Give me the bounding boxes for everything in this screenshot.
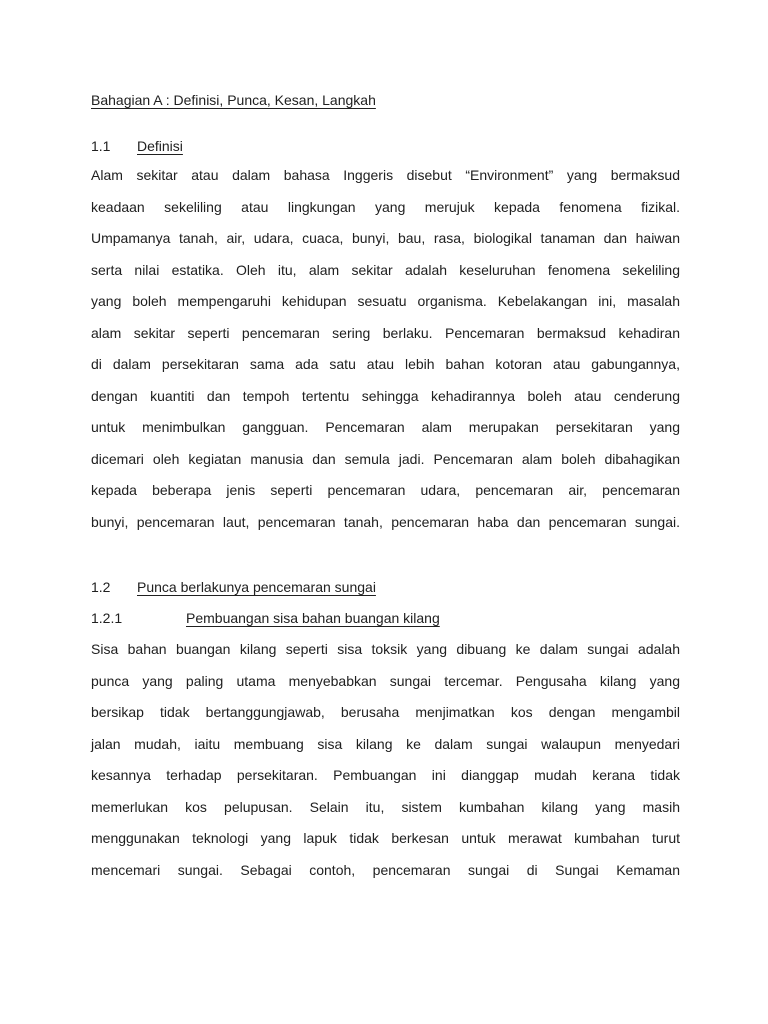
paragraph-line: punca yang paling utama menyebabkan sungai tercemar. Pengusaha kilang yang — [91, 672, 680, 689]
paragraph-line: kepada beberapa jenis seperti pencemaran udara, pencemaran air, pencemaran — [91, 482, 680, 498]
paragraph-line: serta nilai estatika. Oleh itu, alam sekitar adalah keseluruhan fenomena sekeliling — [91, 261, 680, 278]
paragraph-line: kesannya terhadap persekitaran. Pembuangan ini dianggap mudah kerana tidak — [91, 767, 680, 783]
paragraph-line: mencemari sungai. Sebagai contoh, pencemaran sungai di Sungai Kemaman — [91, 861, 680, 878]
paragraph-line: alam sekitar seperti pencemaran sering berlaku. Pencemaran bermaksud kehadiran — [91, 324, 680, 341]
section-title: Pembuangan sisa bahan buangan kilang — [186, 610, 440, 626]
paragraph-line: bersikap tidak bertanggungjawab, berusaha menjimatkan kos dengan mengambil — [91, 704, 680, 720]
section-1-2-header — [91, 577, 680, 597]
section-1-1-paragraph — [91, 160, 680, 538]
paragraph-line: memerlukan kos pelupusan. Selain itu, sistem kumbahan kilang yang masih — [91, 798, 680, 815]
paragraph-line: keadaan sekeliling atau lingkungan yang merujuk kepada fenomena fizikal. — [91, 198, 680, 215]
paragraph-line: Umpamanya tanah, air, udara, cuaca, bunyi, bau, rasa, biologikal tanaman dan haiwan — [91, 230, 680, 246]
section-number: 1.2 — [91, 579, 111, 595]
section-1-1-header — [91, 136, 680, 156]
section-number: 1.1 — [91, 138, 111, 154]
paragraph-line: Sisa bahan buangan kilang seperti sisa toksik yang dibuang ke dalam sungai adalah — [91, 641, 680, 657]
paragraph-line: bunyi, pencemaran laut, pencemaran tanah, pencemaran haba dan pencemaran sungai. — [91, 513, 680, 530]
section-title: Punca berlakunya pencemaran sungai — [137, 579, 376, 595]
paragraph-line: jalan mudah, iaitu membuang sisa kilang ke dalam sungai walaupun menyedari — [91, 735, 680, 752]
paragraph-line: Alam sekitar atau dalam bahasa Inggeris disebut “Environment” yang bermaksud — [91, 167, 680, 183]
paragraph-line: untuk menimbulkan gangguan. Pencemaran alam merupakan persekitaran yang — [91, 419, 680, 435]
document-heading: Bahagian A : Definisi, Punca, Kesan, Langkah — [91, 92, 376, 108]
paragraph-line: dicemari oleh kegiatan manusia dan semula jadi. Pencemaran alam boleh dibahagikan — [91, 450, 680, 467]
paragraph-line: dengan kuantiti dan tempoh tertentu sehingga kehadirannya boleh atau cenderung — [91, 387, 680, 404]
paragraph-line: yang boleh mempengaruhi kehidupan sesuatu organisma. Kebelakangan ini, masalah — [91, 293, 680, 309]
paragraph-line: menggunakan teknologi yang lapuk tidak berkesan untuk merawat kumbahan turut — [91, 830, 680, 846]
section-1-2-1-paragraph — [91, 634, 680, 886]
section-number: 1.2.1 — [91, 610, 123, 626]
paragraph-line: di dalam persekitaran sama ada satu atau lebih bahan kotoran atau gabungannya, — [91, 356, 680, 372]
section-1-2-1-header — [91, 608, 680, 628]
section-title: Definisi — [137, 138, 183, 154]
